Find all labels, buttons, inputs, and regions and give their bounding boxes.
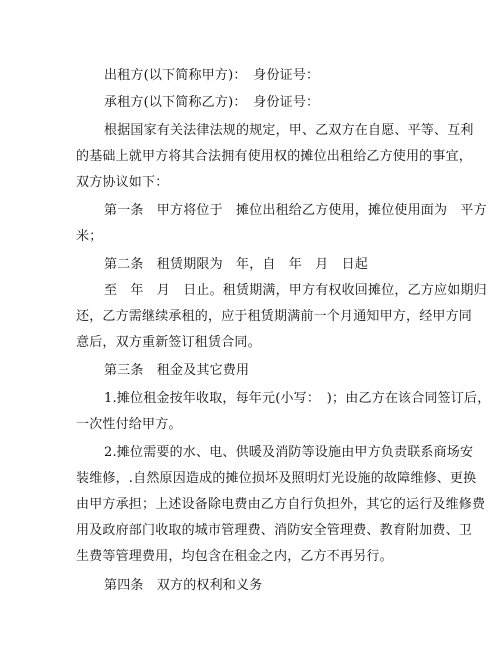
preamble-line-2: 的基础上就甲方将其合法拥有使用权的摊位出租给乙方使用的事宜， <box>76 149 473 164</box>
article-1-line-2: 米； <box>76 229 103 244</box>
article-3-item-1-line-2: 一次性付给甲方。 <box>76 417 182 432</box>
preamble-line-3: 双方协议如下： <box>76 175 169 190</box>
article-1-line-1: 第一条 甲方将位于 摊位出租给乙方使用，摊位使用面为 平方 <box>104 203 487 218</box>
article-3-item-2-line-5: 生费等管理费用，均包含在租金之内，乙方不再另行。 <box>76 549 393 564</box>
article-2-line-1: 第二条 租赁期限为 年，自 年 月 日起 <box>104 257 369 272</box>
article-3-item-2-line-4: 用及政府部门收取的城市管理费、消防安全管理费、教育附加费、卫 <box>76 523 473 538</box>
article-3-item-1-line-1: 1.摊位租金按年收取，每年元(小写： )；由乙方在该合同签订后， <box>104 391 491 406</box>
preamble-line-1: 根据国家有关法律法规的规定，甲、乙双方在自愿、平等、互利 <box>104 123 474 138</box>
article-2-line-2: 至 年 月 日止。租赁期满，甲方有权收回摊位，乙方应如期归 <box>104 283 487 298</box>
lessor-line: 出租方(以下简称甲方)： 身份证号： <box>104 68 320 83</box>
article-3-item-2-line-1: 2.摊位需要的水、电、供暖及消防等设施由甲方负责联系商场安 <box>104 445 474 460</box>
lessee-line: 承租方(以下简称乙方)： 身份证号： <box>104 95 320 110</box>
article-3-heading: 第三条 租金及其它费用 <box>104 363 250 378</box>
article-3-item-2-line-3: 由甲方承担；上述设备除电费由乙方自行负担外，其它的运行及维修费 <box>76 497 486 512</box>
article-4-heading: 第四条 双方的权利和义务 <box>104 578 263 593</box>
article-2-line-4: 意后，双方重新签订租赁合同。 <box>76 335 261 350</box>
article-3-item-2-line-2: 装维修，.自然原因造成的摊位损坏及照明灯光设施的故障维修、更换 <box>76 471 477 486</box>
article-2-line-3: 还，乙方需继续承租的，应于租赁期满前一个月通知甲方，经甲方同 <box>76 309 473 324</box>
